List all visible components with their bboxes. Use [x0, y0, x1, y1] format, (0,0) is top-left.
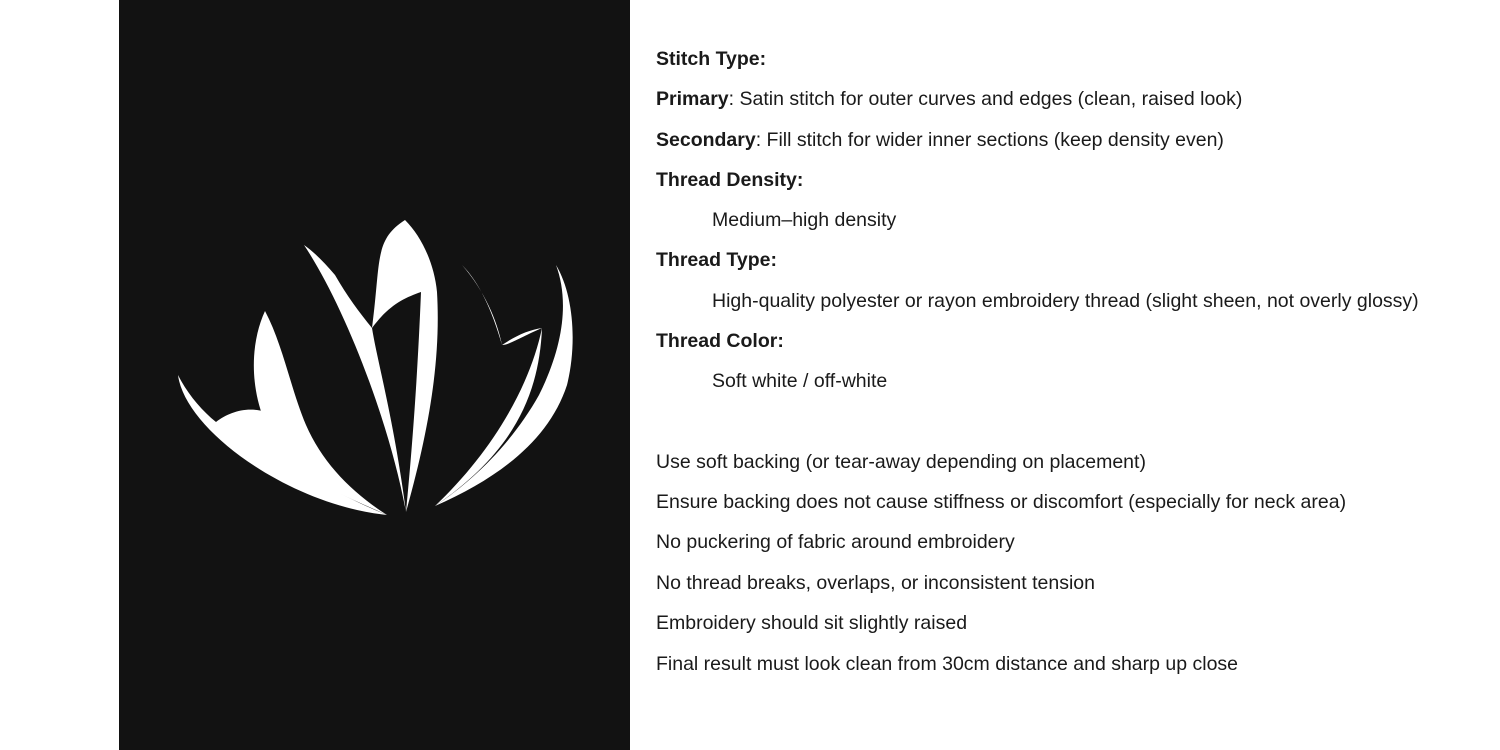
note-line: No thread breaks, overlaps, or inconsistent tension: [656, 572, 1095, 594]
stitch-type-heading: Stitch Type:: [656, 48, 767, 70]
thread-color-heading: Thread Color:: [656, 330, 784, 352]
thread-type-value: High-quality polyester or rayon embroidery thread (slight sheen, not overly glossy): [712, 290, 1419, 312]
lotus-petal-far-right: [435, 265, 573, 506]
primary-value: : Satin stitch for outer curves and edges (clean, raised look): [728, 88, 1243, 110]
secondary-label: Secondary: [656, 129, 756, 151]
lotus-petal-center: [372, 220, 438, 512]
note-line: Final result must look clean from 30cm distance and sharp up close: [656, 653, 1239, 675]
note-line: Use soft backing (or tear-away depending on placement): [656, 451, 1146, 473]
lotus-logo-icon: [119, 0, 630, 750]
note-line: No puckering of fabric around embroidery: [656, 531, 1015, 553]
secondary-stitch-line: [656, 129, 1224, 152]
note-line: Embroidery should sit slightly raised: [656, 612, 968, 634]
secondary-value: : Fill stitch for wider inner sections (keep density even): [755, 129, 1224, 151]
thread-density-value: Medium–high density: [712, 209, 897, 231]
logo-panel: [119, 0, 630, 750]
thread-color-value: Soft white / off-white: [712, 370, 888, 392]
primary-label: Primary: [656, 88, 729, 110]
embroidery-spec: [656, 0, 1496, 750]
primary-stitch-line: [656, 88, 1242, 111]
thread-type-heading: Thread Type:: [656, 249, 777, 271]
thread-density-heading: Thread Density:: [656, 169, 804, 191]
note-line: Ensure backing does not cause stiffness or discomfort (especially for neck area): [656, 491, 1347, 513]
